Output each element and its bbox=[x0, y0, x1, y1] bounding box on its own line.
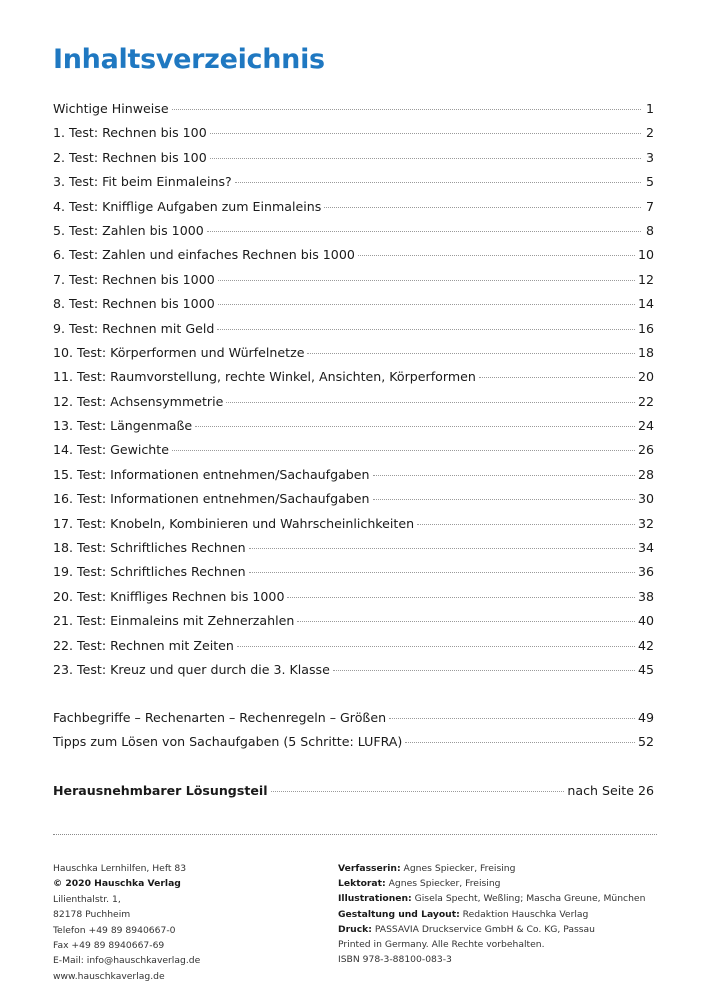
toc-page-number: 7 bbox=[645, 198, 654, 214]
toc-label: 11. Test: Raumvorstellung, rechte Winkel, Ansichten, Körperformen bbox=[53, 369, 476, 385]
toc-page-number: 2 bbox=[645, 125, 654, 141]
toc-row[interactable] bbox=[53, 438, 654, 462]
toc-label: 9. Test: Rechnen mit Geld bbox=[53, 320, 215, 336]
credit-key: Gestaltung und Layout: bbox=[338, 908, 460, 920]
toc-row[interactable] bbox=[53, 97, 654, 121]
dot-leader bbox=[389, 718, 635, 719]
toc-label: Herausnehmbarer Lösungsteil bbox=[53, 783, 268, 798]
credit-line bbox=[338, 907, 658, 922]
imprint-line: Lilienthalstr. 1, bbox=[53, 893, 121, 905]
toc-page-number: 10 bbox=[637, 247, 654, 263]
toc-page-number: 38 bbox=[637, 588, 654, 604]
imprint-line: Fax +49 89 8940667-69 bbox=[53, 940, 165, 952]
toc-label: Wichtige Hinweise bbox=[53, 101, 169, 116]
toc-row[interactable] bbox=[53, 292, 654, 316]
toc-row[interactable] bbox=[53, 536, 654, 560]
dot-leader bbox=[210, 158, 641, 159]
toc-row[interactable] bbox=[53, 121, 654, 145]
toc-page-number: 36 bbox=[637, 564, 654, 580]
credit-line bbox=[338, 937, 658, 952]
dot-leader bbox=[307, 353, 635, 354]
toc-label: 15. Test: Informationen entnehmen/Sachaufgaben bbox=[53, 466, 370, 482]
toc-row[interactable] bbox=[53, 730, 654, 754]
toc-page-number: 34 bbox=[637, 540, 654, 556]
dot-leader bbox=[195, 426, 635, 427]
toc-label: 23. Test: Kreuz und quer durch die 3. Klasse bbox=[53, 661, 330, 677]
toc-page-number: 3 bbox=[645, 149, 654, 165]
credit-value: Printed in Germany. Alle Rechte vorbehalten. bbox=[338, 939, 545, 951]
credit-value: Gisela Specht, Weßling; Mascha Greune, München bbox=[411, 893, 646, 905]
dot-leader bbox=[217, 329, 635, 330]
imprint-line: Telefon +49 89 8940667-0 bbox=[53, 924, 176, 936]
credit-line bbox=[338, 861, 658, 876]
toc-label: 2. Test: Rechnen bis 100 bbox=[53, 149, 207, 165]
credit-value: PASSAVIA Druckservice GmbH & Co. KG, Passau bbox=[371, 923, 596, 935]
toc-page-number: 22 bbox=[637, 393, 654, 409]
toc-row[interactable] bbox=[53, 414, 654, 438]
credits-imprint bbox=[338, 861, 658, 967]
dot-leader bbox=[235, 182, 641, 183]
page-title: Inhaltsverzeichnis bbox=[53, 44, 325, 75]
dot-leader bbox=[271, 791, 565, 792]
dot-leader bbox=[373, 475, 635, 476]
toc-label: 13. Test: Längenmaße bbox=[53, 418, 193, 434]
dot-leader bbox=[479, 377, 635, 378]
toc-page-number: 14 bbox=[637, 296, 654, 312]
toc-row[interactable] bbox=[53, 634, 654, 658]
credit-key: Druck: bbox=[338, 923, 372, 935]
toc-label: 10. Test: Körperformen und Würfelnetze bbox=[53, 344, 305, 360]
toc-row[interactable] bbox=[53, 219, 654, 243]
toc-row[interactable] bbox=[53, 609, 654, 633]
dot-leader bbox=[172, 109, 641, 110]
toc-page-number: 45 bbox=[637, 661, 654, 677]
toc-page-number: 49 bbox=[637, 710, 654, 725]
toc-label: 14. Test: Gewichte bbox=[53, 442, 169, 458]
dot-leader bbox=[287, 597, 635, 598]
toc-row[interactable] bbox=[53, 341, 654, 365]
toc-label: 22. Test: Rechnen mit Zeiten bbox=[53, 637, 234, 653]
credit-key: Lektorat: bbox=[338, 878, 386, 890]
credit-key: Illustrationen: bbox=[338, 893, 412, 905]
publisher-imprint bbox=[53, 861, 323, 984]
toc-label: 12. Test: Achsensymmetrie bbox=[53, 393, 224, 409]
imprint-line: www.hauschkaverlag.de bbox=[53, 970, 165, 982]
toc-row-solutions[interactable] bbox=[53, 779, 654, 803]
toc-label: 3. Test: Fit beim Einmaleins? bbox=[53, 174, 232, 190]
credit-value: ISBN 978-3-88100-083-3 bbox=[338, 954, 452, 966]
toc-row[interactable] bbox=[53, 463, 654, 487]
toc-page-number: 28 bbox=[637, 466, 654, 482]
toc-row[interactable] bbox=[53, 512, 654, 536]
toc-row[interactable] bbox=[53, 243, 654, 267]
toc-page-number: 1 bbox=[645, 101, 654, 116]
credit-value: Redaktion Hauschka Verlag bbox=[459, 908, 589, 920]
table-of-contents bbox=[53, 97, 654, 682]
dot-leader bbox=[210, 133, 641, 134]
dot-leader bbox=[324, 207, 641, 208]
toc-page-number: 16 bbox=[637, 320, 654, 336]
dot-leader bbox=[373, 499, 635, 500]
toc-label: 16. Test: Informationen entnehmen/Sachaufgaben bbox=[53, 491, 370, 507]
toc-label: 8. Test: Rechnen bis 1000 bbox=[53, 296, 215, 312]
toc-page-number: 12 bbox=[637, 271, 654, 287]
toc-row[interactable] bbox=[53, 268, 654, 292]
toc-page-number: 32 bbox=[637, 515, 654, 531]
toc-row[interactable] bbox=[53, 560, 654, 584]
toc-row[interactable] bbox=[53, 658, 654, 682]
toc-label: 7. Test: Rechnen bis 1000 bbox=[53, 271, 215, 287]
credit-line bbox=[338, 891, 658, 906]
toc-row[interactable] bbox=[53, 487, 654, 511]
toc-page-number: 26 bbox=[637, 442, 654, 458]
dot-leader bbox=[207, 231, 641, 232]
toc-page-number: 30 bbox=[637, 491, 654, 507]
divider bbox=[53, 834, 657, 835]
imprint-line: Hauschka Lernhilfen, Heft 83 bbox=[53, 863, 187, 874]
dot-leader bbox=[297, 621, 635, 622]
credit-value: Agnes Spiecker, Freising bbox=[400, 863, 516, 874]
toc-page-number: 52 bbox=[637, 734, 654, 750]
toc-label: 4. Test: Knifflige Aufgaben zum Einmaleins bbox=[53, 198, 322, 214]
toc-row[interactable] bbox=[53, 317, 654, 341]
toc-page-number: 8 bbox=[645, 222, 654, 238]
dot-leader bbox=[405, 742, 635, 743]
credit-value: Agnes Spiecker, Freising bbox=[385, 878, 501, 890]
dot-leader bbox=[249, 572, 635, 573]
imprint-line: 82178 Puchheim bbox=[53, 909, 131, 921]
toc-row[interactable] bbox=[53, 365, 654, 389]
toc-label: 1. Test: Rechnen bis 100 bbox=[53, 125, 207, 141]
toc-label: Fachbegriffe – Rechenarten – Rechenregeln – Größen bbox=[53, 710, 387, 725]
credit-line bbox=[338, 876, 658, 891]
toc-row[interactable] bbox=[53, 146, 654, 170]
dot-leader bbox=[226, 402, 635, 403]
toc-label: 19. Test: Schriftliches Rechnen bbox=[53, 564, 246, 580]
toc-page-number: 18 bbox=[637, 344, 654, 360]
imprint-line: © 2020 Hauschka Verlag bbox=[53, 878, 181, 890]
dot-leader bbox=[249, 548, 635, 549]
toc-label: 20. Test: Kniffliges Rechnen bis 1000 bbox=[53, 588, 285, 604]
dot-leader bbox=[172, 450, 635, 451]
solutions-entry bbox=[53, 779, 654, 803]
appendix-list bbox=[53, 706, 654, 755]
toc-row[interactable] bbox=[53, 585, 654, 609]
dot-leader bbox=[333, 670, 635, 671]
toc-page-number: 40 bbox=[637, 613, 654, 629]
imprint-line: E-Mail: info@hauschkaverlag.de bbox=[53, 955, 201, 967]
toc-label: 18. Test: Schriftliches Rechnen bbox=[53, 540, 246, 556]
toc-label: 21. Test: Einmaleins mit Zehnerzahlen bbox=[53, 613, 295, 629]
toc-row[interactable] bbox=[53, 195, 654, 219]
dot-leader bbox=[358, 255, 635, 256]
toc-row[interactable] bbox=[53, 706, 654, 730]
credit-line bbox=[338, 922, 658, 937]
toc-page-number: 5 bbox=[645, 174, 654, 190]
toc-label: 17. Test: Knobeln, Kombinieren und Wahrscheinlichkeiten bbox=[53, 515, 415, 531]
credit-key: Verfasserin: bbox=[338, 863, 401, 874]
dot-leader bbox=[237, 646, 635, 647]
toc-row[interactable] bbox=[53, 390, 654, 414]
toc-label: Tipps zum Lösen von Sachaufgaben (5 Schritte: LUFRA) bbox=[53, 734, 403, 750]
toc-page-number: 20 bbox=[637, 369, 654, 385]
dot-leader bbox=[218, 304, 635, 305]
toc-page-number: 24 bbox=[637, 418, 654, 434]
toc-label: 6. Test: Zahlen und einfaches Rechnen bis 1000 bbox=[53, 247, 355, 263]
toc-label: 5. Test: Zahlen bis 1000 bbox=[53, 222, 204, 238]
toc-row[interactable] bbox=[53, 170, 654, 194]
dot-leader bbox=[417, 524, 635, 525]
dot-leader bbox=[218, 280, 635, 281]
toc-page-number: 42 bbox=[637, 637, 654, 653]
toc-page-number: nach Seite 26 bbox=[567, 783, 654, 798]
credit-line bbox=[338, 952, 658, 967]
